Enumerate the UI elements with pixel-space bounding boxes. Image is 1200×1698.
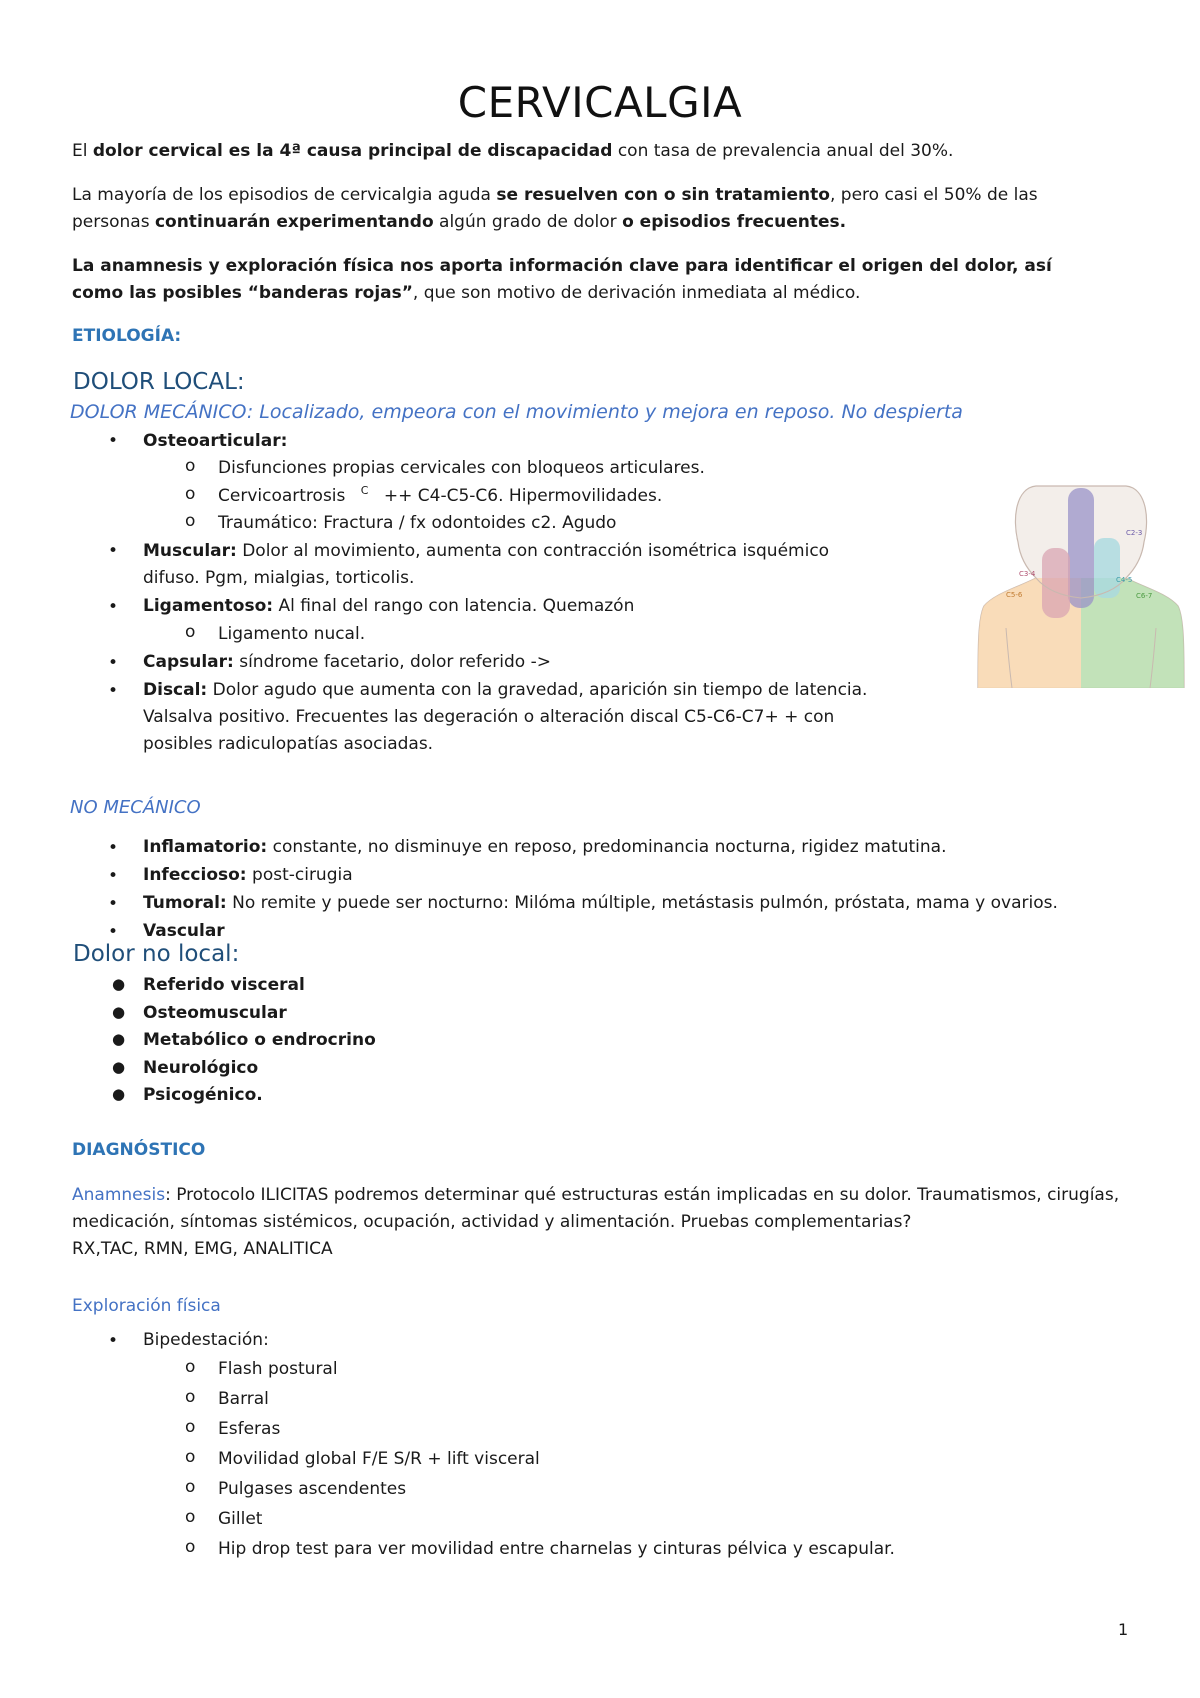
circle-bullet: o <box>185 1537 196 1557</box>
bullet: • <box>108 431 119 451</box>
exploracion-item-3: Esferas <box>218 1419 281 1439</box>
bullet: ● <box>112 1030 126 1048</box>
anamnesis-paragraph <box>72 1182 1142 1263</box>
inflamatorio-item <box>143 834 947 861</box>
anamnesis-text: : Protocolo ILICITAS podremos determinar qué estructuras están implicadas en su dolor. Traumatismos, cirugías, medicación, síntomas sistémicos, ocupación, actividad y alimentación. Pruebas complementarias? <box>72 1185 1120 1232</box>
bullet: • <box>108 922 119 942</box>
intro-p2-b3: o episodios frecuentes. <box>622 212 847 232</box>
tumoral-text: No remite y puede ser nocturno: Milóma múltiple, metástasis pulmón, próstata, mama y ovarios. <box>226 893 1058 913</box>
intro-p2-b1: se resuelven con o sin tratamiento <box>496 185 830 205</box>
intro-p2-t2: , pero casi el 50% de las personas <box>72 185 1038 232</box>
discal-item <box>143 677 883 758</box>
no-local-item-4: Neurológico <box>143 1058 259 1078</box>
no-local-item-3: Metabólico o endrocrino <box>143 1030 376 1050</box>
bullet: • <box>108 653 119 673</box>
ligamentoso-text: Al final del rango con latencia. Quemazón <box>273 596 635 616</box>
label-c5-6: C5-6 <box>1006 591 1023 599</box>
bullet: ● <box>112 1003 126 1021</box>
circle-bullet: o <box>185 1357 196 1377</box>
exploracion-item-6: Gillet <box>218 1509 263 1529</box>
bullet: ● <box>112 975 126 993</box>
dolor-no-local-heading: Dolor no local: <box>73 941 240 967</box>
bipedestacion-item: Bipedestación: <box>143 1330 269 1350</box>
circle-bullet: o <box>185 456 196 476</box>
bullet: • <box>108 597 119 617</box>
vascular-label: Vascular <box>143 921 225 941</box>
circle-bullet: o <box>185 511 196 531</box>
cervicoartrosis-text: Cervicoartrosis <box>218 486 346 506</box>
infeccioso-text: post-cirugia <box>246 865 353 885</box>
osteoarticular-label: Osteoarticular: <box>143 431 288 451</box>
anamnesis-key: Anamnesis <box>72 1185 166 1205</box>
inflamatorio-label: Inflamatorio: <box>143 837 268 857</box>
bullet: • <box>108 894 119 914</box>
capsular-item <box>143 649 551 676</box>
label-c6-7: C6-7 <box>1136 592 1153 600</box>
osteoarticular-item <box>143 428 287 455</box>
circle-bullet: o <box>185 1387 196 1407</box>
exploracion-item-2: Barral <box>218 1389 269 1409</box>
anamnesis-tests: RX,TAC, RMN, EMG, ANALITICA <box>72 1239 333 1259</box>
intro-p2-t1: La mayoría de los episodios de cervicalgia aguda <box>72 185 497 205</box>
osteo-subitem-2 <box>218 483 662 511</box>
ligamentoso-item <box>143 593 634 620</box>
bullet: ● <box>112 1058 126 1076</box>
osteo-subitem-3: Traumático: Fractura / fx odontoides c2. Agudo <box>218 513 617 533</box>
ligamentoso-label: Ligamentoso: <box>143 596 274 616</box>
label-c2-3: C2-3 <box>1126 529 1143 537</box>
exploracion-item-5: Pulgases ascendentes <box>218 1479 407 1499</box>
exploracion-item-4: Movilidad global F/E S/R + lift visceral <box>218 1449 540 1469</box>
exploracion-item-7: Hip drop test para ver movilidad entre charnelas y cinturas pélvica y escapular. <box>218 1539 895 1559</box>
intro-p1-pre: El <box>72 141 93 161</box>
circle-bullet: o <box>185 1477 196 1497</box>
no-local-item-5: Psicogénico. <box>143 1085 263 1105</box>
intro-p3-bold: La anamnesis y exploración física nos aporta información clave para identificar el origen del dolor, así como las posibles “banderas rojas” <box>72 256 1052 303</box>
muscular-text: Dolor al movimiento, aumenta con contracción isométrica isquémico difuso. Pgm, mialgias, torticolis. <box>143 541 830 588</box>
bullet: • <box>108 541 119 561</box>
circle-bullet: o <box>185 1447 196 1467</box>
bullet: • <box>108 838 119 858</box>
page-number: 1 <box>1118 1620 1129 1639</box>
bullet: ● <box>112 1085 126 1103</box>
tumoral-item <box>143 890 1058 917</box>
label-c4-5: C4-5 <box>1116 576 1133 584</box>
label-c3-4: C3-4 <box>1019 570 1036 578</box>
capsular-text: síndrome facetario, dolor referido -> <box>233 652 551 672</box>
dolor-mecanico-heading: DOLOR MECÁNICO: Localizado, empeora con el movimiento y mejora en reposo. No despierta <box>70 401 963 423</box>
page-title: CERVICALGIA <box>457 78 743 127</box>
discal-text: Dolor agudo que aumenta con la gravedad, aparición sin tiempo de latencia. Valsalva positivo. Frecuentes las degeración o alteración discal C5-C6-C7+ + con posibles radiculopatías asociadas. <box>143 680 868 754</box>
neck-dermatome-figure <box>976 478 1186 688</box>
muscular-item <box>143 538 883 592</box>
intro-paragraph-1 <box>72 138 1132 165</box>
dolor-local-heading: DOLOR LOCAL: <box>73 369 245 395</box>
bullet: • <box>108 1331 119 1351</box>
intro-p1-post: con tasa de prevalencia anual del 30%. <box>612 141 954 161</box>
circle-bullet: o <box>185 1507 196 1527</box>
inflamatorio-text: constante, no disminuye en reposo, predominancia nocturna, rigidez matutina. <box>267 837 947 857</box>
osteo-subitem-1: Disfunciones propias cervicales con bloqueos articulares. <box>218 458 705 478</box>
intro-paragraph-3 <box>72 253 1102 307</box>
intro-p2-t3: algún grado de dolor <box>433 212 623 232</box>
bullet: • <box>108 866 119 886</box>
intro-p2-b2: continuarán experimentando <box>154 212 434 232</box>
infeccioso-label: Infeccioso: <box>143 865 247 885</box>
bullet: • <box>108 681 119 701</box>
circle-bullet: o <box>185 1417 196 1437</box>
etiologia-heading: ETIOLOGÍA: <box>72 326 182 346</box>
cervicoartrosis-levels: ++ C4-C5-C6. Hipermovilidades. <box>383 486 663 506</box>
mark-glyph: C <box>360 484 369 497</box>
circle-bullet: o <box>185 484 196 504</box>
discal-label: Discal: <box>143 680 208 700</box>
no-local-item-2: Osteomuscular <box>143 1003 287 1023</box>
exploracion-heading: Exploración física <box>72 1296 221 1316</box>
infeccioso-item <box>143 862 353 889</box>
muscular-label: Muscular: <box>143 541 237 561</box>
no-mecanico-heading: NO MECÁNICO <box>70 797 201 818</box>
capsular-label: Capsular: <box>143 652 234 672</box>
diagnostico-heading: DIAGNÓSTICO <box>72 1140 206 1160</box>
intro-paragraph-2 <box>72 182 1072 236</box>
tumoral-label: Tumoral: <box>143 893 227 913</box>
intro-p1-bold: dolor cervical es la 4ª causa principal de discapacidad <box>92 141 613 161</box>
circle-bullet: o <box>185 622 196 642</box>
ligamento-nucal: Ligamento nucal. <box>218 624 366 644</box>
intro-p3-text: , que son motivo de derivación inmediata al médico. <box>412 283 861 303</box>
no-local-item-1: Referido visceral <box>143 975 305 995</box>
exploracion-item-1: Flash postural <box>218 1359 338 1379</box>
